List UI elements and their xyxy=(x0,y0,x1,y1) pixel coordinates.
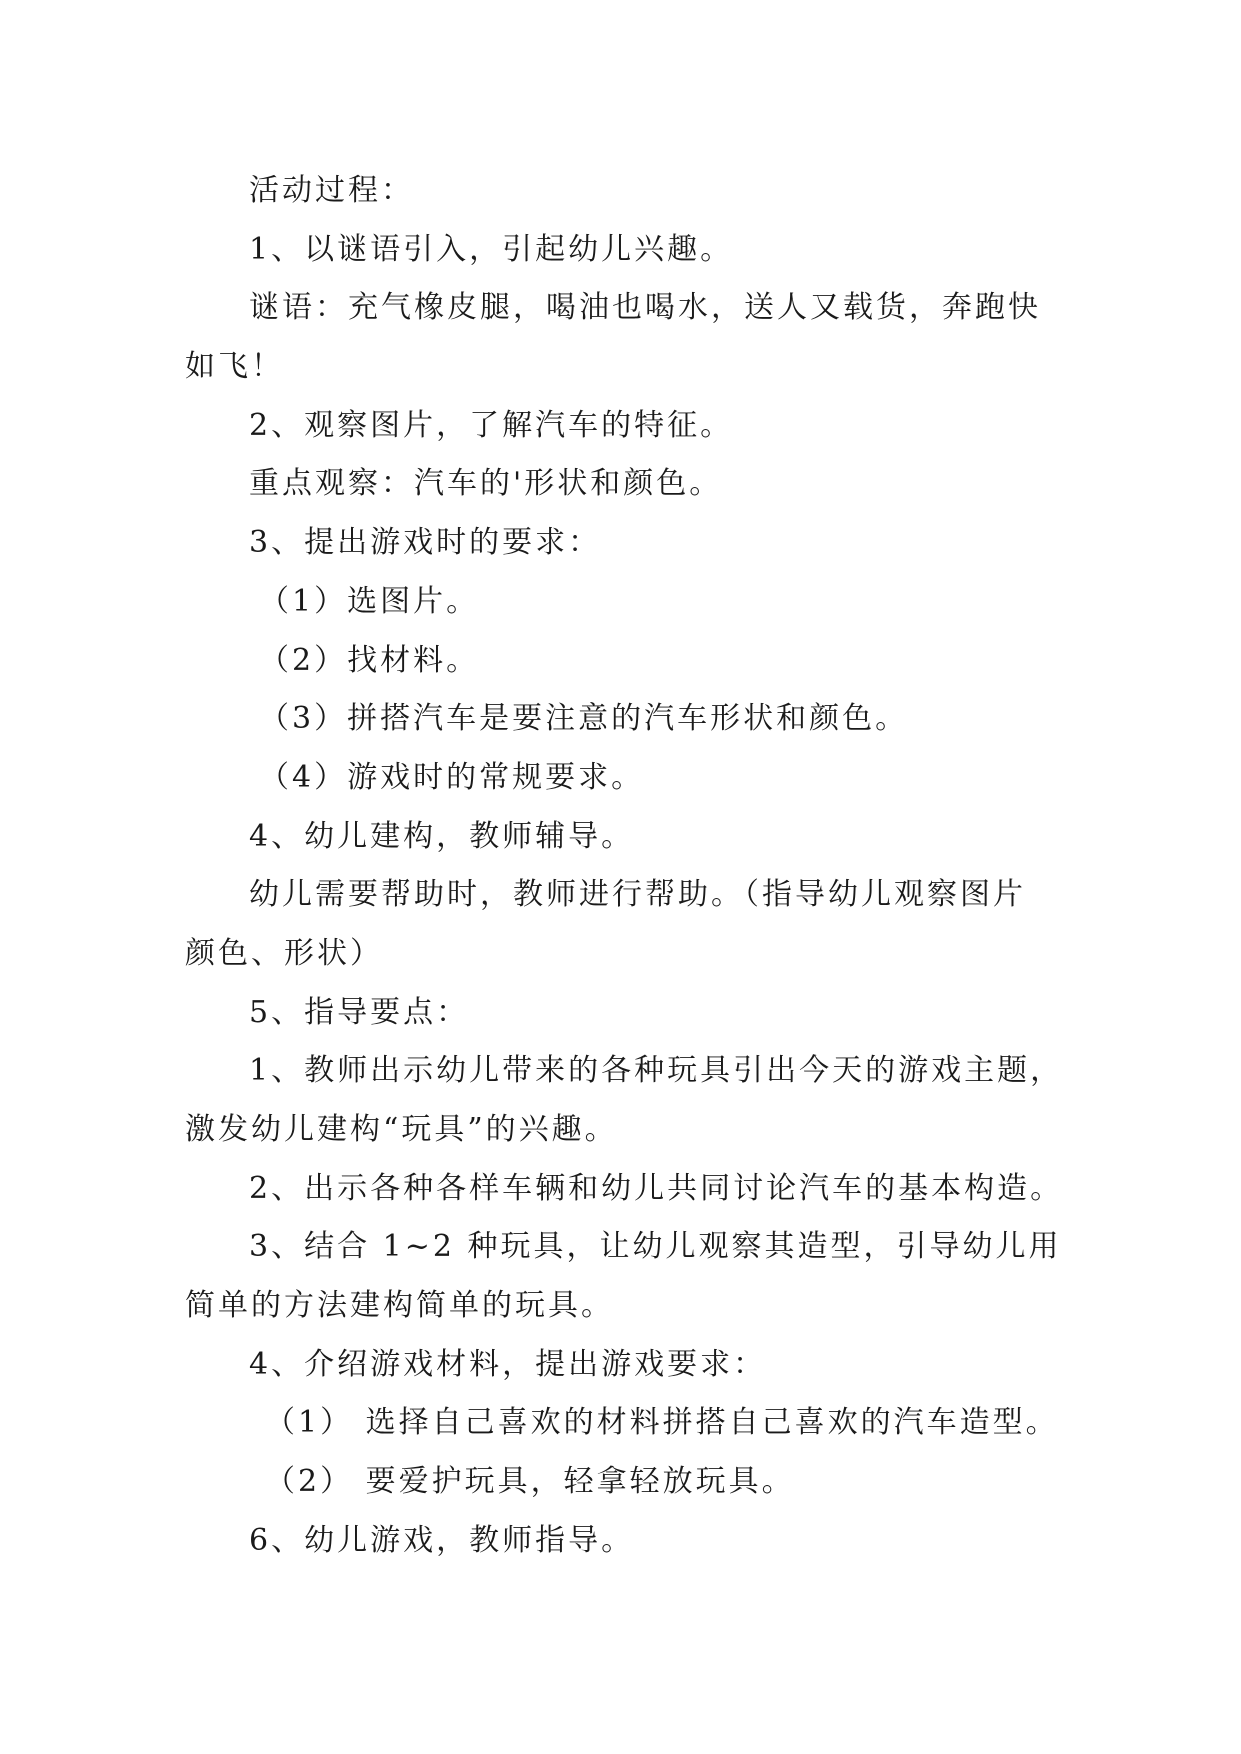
list-item: （1） 选择自己喜欢的材料拼搭自己喜欢的汽车造型。 xyxy=(265,1405,1059,1441)
paragraph-line: 2、观察图片，了解汽车的特征。 xyxy=(249,407,734,443)
paragraph-line: 3、提出游戏时的要求： xyxy=(249,525,602,561)
paragraph-line: 2、出示各种各样车辆和幼儿共同讨论汽车的基本构造。 xyxy=(249,1170,1064,1206)
list-item: （2）找材料。 xyxy=(259,642,480,678)
paragraph-line: 3、结合 1~2 种玩具，让幼儿观察其造型，引导幼儿用 xyxy=(249,1229,1062,1265)
paragraph-line: 4、幼儿建构，教师辅导。 xyxy=(249,818,635,854)
document-body xyxy=(185,162,1065,1571)
paragraph-line: 激发幼儿建构“玩具”的兴趣。 xyxy=(185,1112,618,1147)
section-heading: 活动过程： xyxy=(249,173,414,208)
paragraph-line: 简单的方法建构简单的玩具。 xyxy=(185,1288,614,1324)
list-item: （4）游戏时的常规要求。 xyxy=(259,759,645,795)
list-item: （3）拼搭汽车是要注意的汽车形状和颜色。 xyxy=(259,701,909,737)
paragraph-line: 6、幼儿游戏，教师指导。 xyxy=(249,1522,635,1558)
paragraph-line: 1、以谜语引入，引起幼儿兴趣。 xyxy=(249,231,734,267)
paragraph-line: 谜语：充气橡皮腿，喝油也喝水，送人又载货，奔跑快 xyxy=(249,290,1041,326)
paragraph-line: 重点观察：汽车的'形状和颜色。 xyxy=(249,466,723,502)
paragraph-line: 1、教师出示幼儿带来的各种玩具引出今天的游戏主题， xyxy=(249,1053,1064,1089)
paragraph-line: 幼儿需要帮助时，教师进行帮助。（指导幼儿观察图片 xyxy=(249,877,1026,913)
paragraph-line: 如飞！ xyxy=(185,349,284,385)
list-item: （1）选图片。 xyxy=(259,583,480,619)
paragraph-line: 5、指导要点： xyxy=(249,994,470,1030)
paragraph-line: 4、介绍游戏材料，提出游戏要求： xyxy=(249,1346,767,1382)
list-item: （2） 要爱护玩具，轻拿轻放玩具。 xyxy=(265,1464,795,1500)
paragraph-line: 颜色、形状） xyxy=(185,935,383,971)
